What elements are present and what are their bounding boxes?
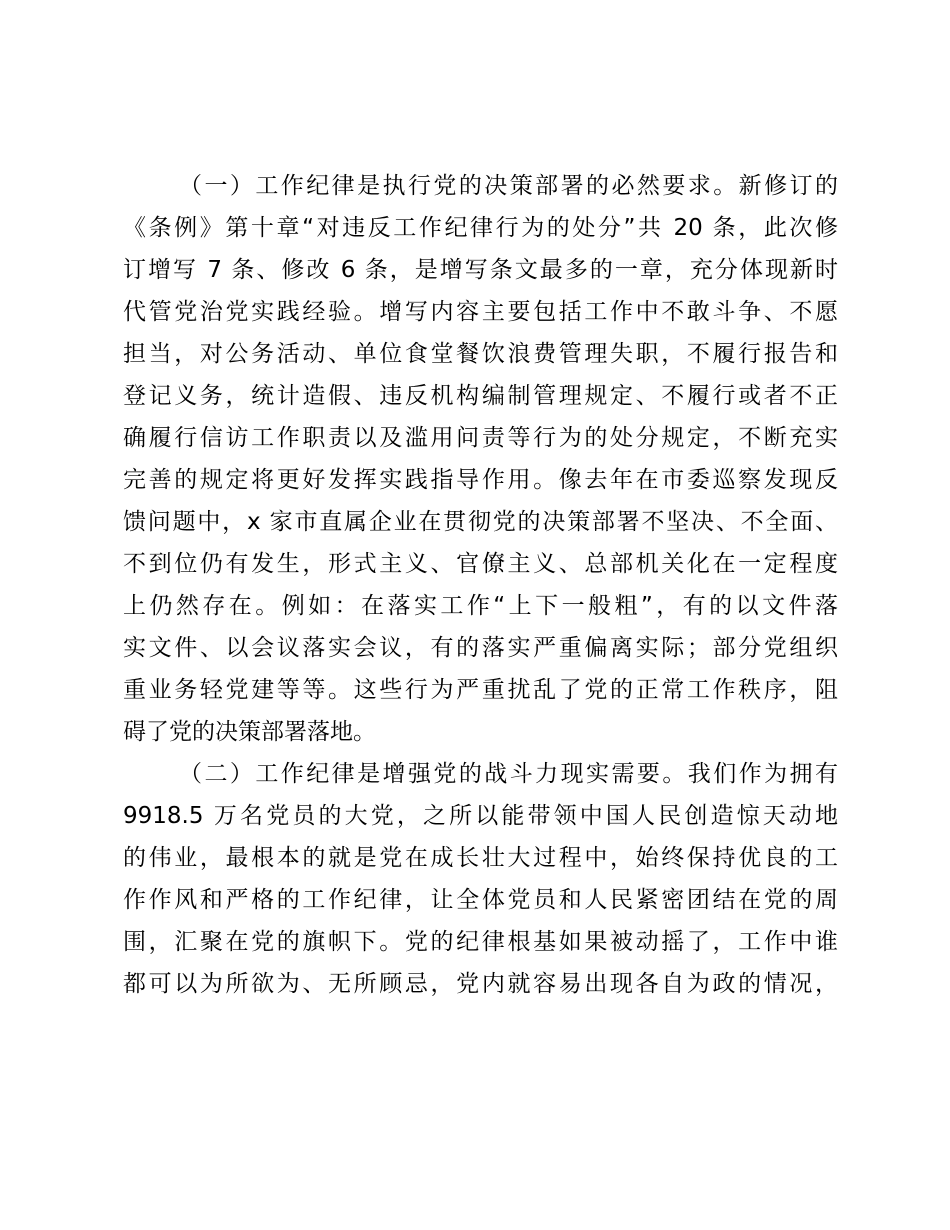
paragraph-1-line-4: 代管党治党实践经验。增写内容主要包括工作中不敢斗争、不愿 bbox=[123, 299, 838, 325]
paragraph-1-line-10: 不到位仍有发生，形式主义、官僚主义、总部机关化在一定程度 bbox=[123, 551, 838, 577]
paragraph-2-line-6: 都可以为所欲为、无所顾忌，党内就容易出现各自为政的情况， bbox=[123, 971, 838, 997]
paragraph-1-line-6: 登记义务，统计造假、违反机构编制管理规定、不履行或者不正 bbox=[123, 383, 838, 409]
paragraph-1-line-2: 《条例》第十章“对违反工作纪律行为的处分”共 20 条，此次修 bbox=[123, 215, 838, 241]
paragraph-1-line-13: 重业务轻党建等等。这些行为严重扰乱了党的正常工作秩序，阻 bbox=[123, 677, 838, 703]
paragraph-1-line-3: 订增写 7 条、修改 6 条，是增写条文最多的一章，充分体现新时 bbox=[123, 257, 838, 283]
paragraph-2-line-3: 的伟业，最根本的就是党在成长壮大过程中，始终保持优良的工 bbox=[123, 845, 838, 871]
paragraph-1-line-5: 担当，对公务活动、单位食堂餐饮浪费管理失职，不履行报告和 bbox=[123, 341, 838, 367]
paragraph-1-line-11: 上仍然存在。例如：在落实工作“上下一般粗”，有的以文件落 bbox=[123, 593, 838, 619]
paragraph-1-line-14: 碍了党的决策部署落地。 bbox=[123, 719, 376, 745]
paragraph-2-line-2: 9918.5 万名党员的大党，之所以能带领中国人民创造惊天动地 bbox=[123, 803, 838, 829]
paragraph-2-line-1: （二）工作纪律是增强党的战斗力现实需要。我们作为拥有 bbox=[179, 761, 838, 787]
paragraph-1-line-7: 确履行信访工作职责以及滥用问责等行为的处分规定，不断充实 bbox=[123, 425, 838, 451]
paragraph-1-line-8: 完善的规定将更好发挥实践指导作用。像去年在市委巡察发现反 bbox=[123, 467, 838, 493]
paragraph-1-line-1: （一）工作纪律是执行党的决策部署的必然要求。新修订的 bbox=[179, 173, 838, 199]
paragraph-1-line-12: 实文件、以会议落实会议，有的落实严重偏离实际；部分党组织 bbox=[123, 635, 838, 661]
paragraph-2-line-5: 围，汇聚在党的旗帜下。党的纪律根基如果被动摇了，工作中谁 bbox=[123, 929, 838, 955]
paragraph-2-line-4: 作作风和严格的工作纪律，让全体党员和人民紧密团结在党的周 bbox=[123, 887, 838, 913]
body-text bbox=[123, 165, 838, 1005]
paragraph-1-line-9: 馈问题中，x 家市直属企业在贯彻党的决策部署不坚决、不全面、 bbox=[123, 509, 838, 535]
